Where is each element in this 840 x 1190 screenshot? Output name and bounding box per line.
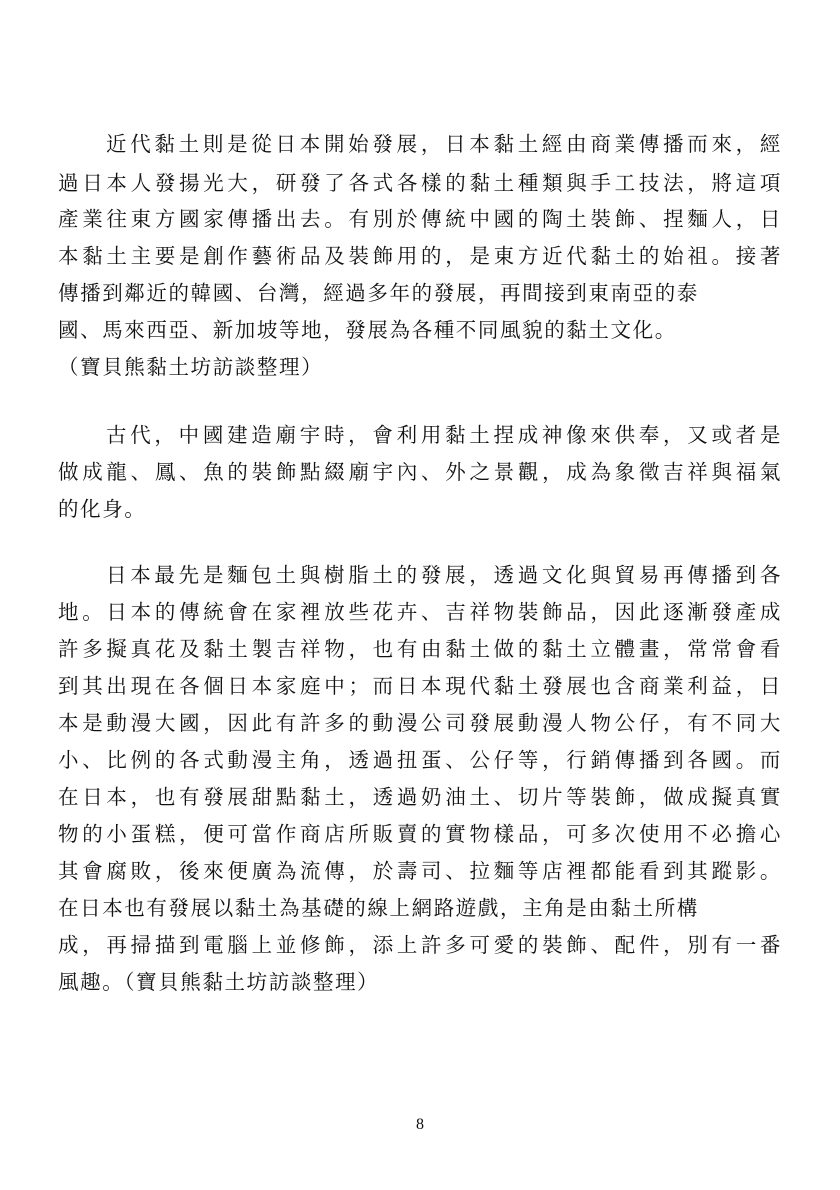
paragraph-line: 其會腐敗，後來便廣為流傳，於壽司、拉麵等店裡都能看到其蹤影。 (58, 859, 782, 883)
paragraph-line: 地。日本的傳統會在家裡放些花卉、吉祥物裝飾品，因此逐漸發產成 (58, 600, 782, 624)
paragraph-line: 本黏土主要是創作藝術品及裝飾用的，是東方近代黏土的始祖。接著 (58, 244, 782, 268)
paragraph-line: 風趣。（寶貝熊黏土坊訪談整理） (58, 970, 380, 994)
page-number: 8 (416, 1116, 424, 1133)
paragraph-line: 成，再掃描到電腦上並修飾，添上許多可愛的裝飾、配件，別有一番 (58, 933, 782, 957)
paragraph-line: 傳播到鄰近的韓國、台灣，經過多年的發展，再間接到東南亞的泰 (58, 281, 699, 305)
paragraph-line: 做成龍、鳳、魚的裝飾點綴廟宇內、外之景觀，成為象徵吉祥與福氣 (58, 460, 782, 484)
paragraph-line: 國、馬來西亞、新加坡等地，發展為各種不同風貌的黏土文化。 (58, 318, 677, 342)
paragraph-line: 產業往東方國家傳播出去。有別於傳統中國的陶土裝飾、捏麵人，日 (58, 207, 782, 231)
paragraph-line: 小、比例的各式動漫主角，透過扭蛋、公仔等，行銷傳播到各國。而 (58, 748, 782, 772)
paragraph-line: 物的小蛋糕，便可當作商店所販賣的實物樣品，可多次使用不必擔心 (58, 822, 782, 846)
paragraph-line: 本是動漫大國，因此有許多的動漫公司發展動漫人物公仔，有不同大 (58, 711, 782, 735)
paragraph-line: 許多擬真花及黏土製吉祥物，也有由黏土做的黏土立體畫，常常會看 (58, 637, 782, 661)
paragraph-line: 古代，中國建造廟宇時，會利用黏土捏成神像來供奉，又或者是 (106, 423, 782, 447)
paragraph-line: （寶貝熊黏土坊訪談整理） (58, 355, 324, 379)
paragraph-line: 過日本人發揚光大，研發了各式各樣的黏土種類與手工技法，將這項 (58, 171, 782, 195)
paragraph-line: 到其出現在各個日本家庭中；而日本現代黏土發展也含商業利益，日 (58, 674, 782, 698)
paragraph-line: 的化身。 (58, 497, 147, 521)
paragraph-line: 在日本，也有發展甜點黏土，透過奶油土、切片等裝飾，做成擬真實 (58, 785, 782, 809)
paragraph-line: 近代黏土則是從日本開始發展，日本黏土經由商業傳播而來，經 (106, 132, 782, 156)
paragraph-line: 日本最先是麵包土與樹脂土的發展，透過文化與貿易再傳播到各 (106, 563, 782, 587)
paragraph-line: 在日本也有發展以黏土為基礎的線上網路遊戲，主角是由黏土所構 (58, 896, 699, 920)
